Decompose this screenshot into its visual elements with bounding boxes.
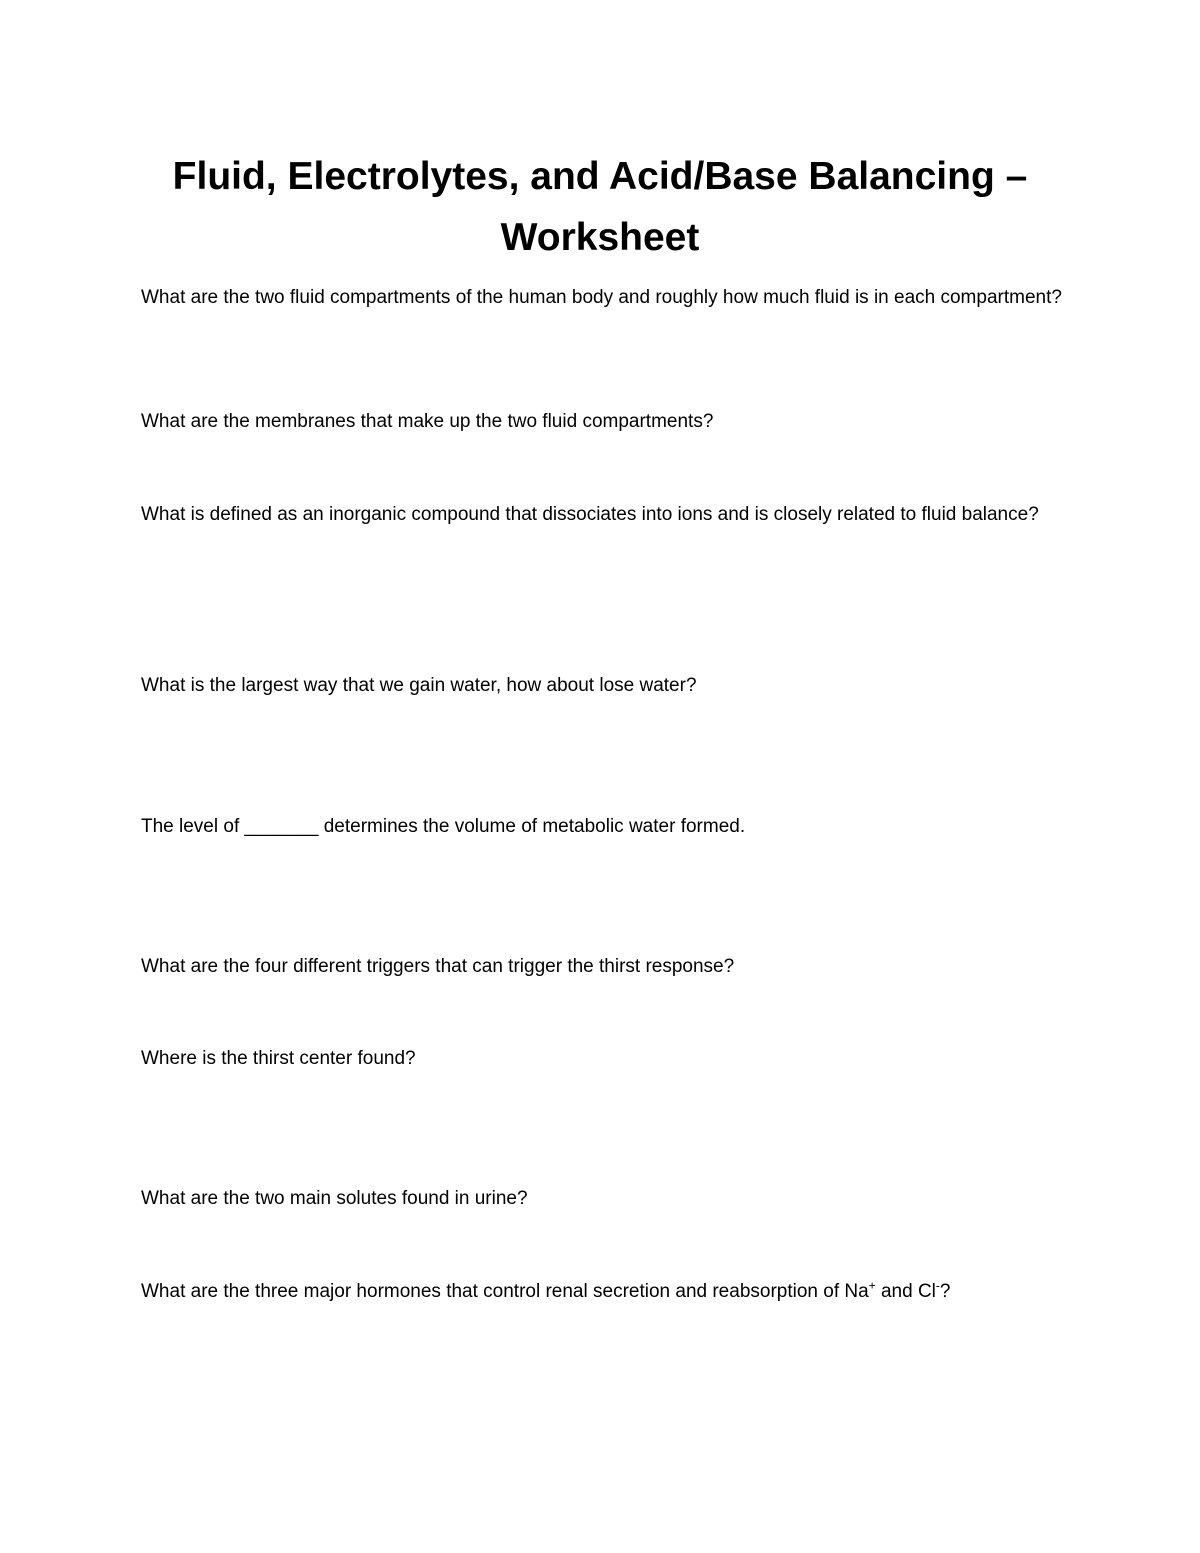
title-line-1: Fluid, Electrolytes, and Acid/Base Balancing – (172, 155, 1028, 198)
question-9-text-a: What are the three major hormones that control renal secretion and reabsorption of Na (141, 1281, 869, 1302)
question-5: The level of _______ determines the volume of metabolic water formed. (141, 816, 746, 837)
question-2: What are the membranes that make up the two fluid compartments? (141, 411, 714, 432)
question-3: What is defined as an inorganic compound that dissociates into ions and is closely related to fluid balance? (141, 504, 1039, 525)
chloride-charge: - (935, 1278, 940, 1293)
worksheet-title (100, 146, 1100, 268)
question-1: What are the two fluid compartments of the human body and roughly how much fluid is in each compartment? (141, 287, 1062, 308)
question-9-text-c: ? (939, 1281, 951, 1302)
question-9 (141, 1276, 1076, 1307)
question-4: What is the largest way that we gain water, how about lose water? (141, 675, 697, 696)
question-6: What are the four different triggers that can trigger the thirst response? (141, 956, 735, 977)
question-7: Where is the thirst center found? (141, 1048, 416, 1069)
question-8: What are the two main solutes found in urine? (141, 1188, 528, 1209)
question-9-text-b: and Cl (875, 1281, 936, 1302)
title-line-2: Worksheet (500, 216, 700, 259)
sodium-charge: + (868, 1278, 876, 1293)
